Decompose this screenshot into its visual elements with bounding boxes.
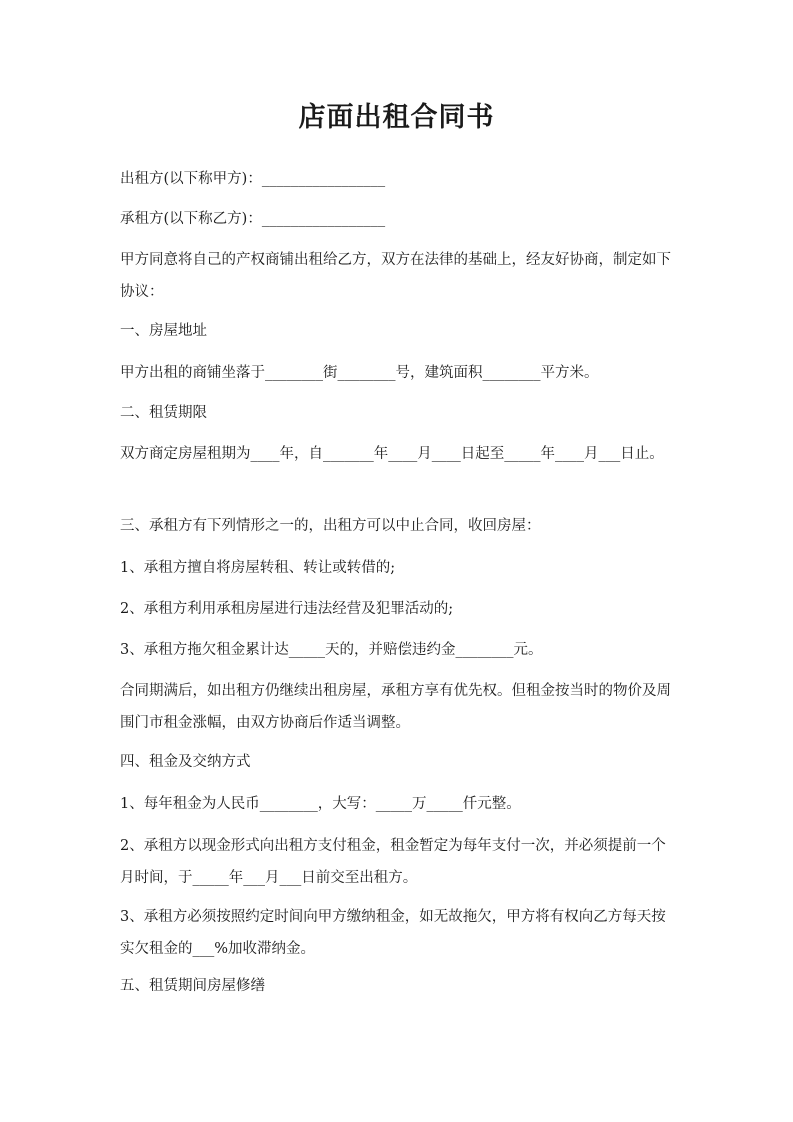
clause-3-1: 1、承租方擅自将房屋转租、转让或转借的; [120, 560, 396, 576]
lessee-line: 承租方(以下称乙方)：_________________ [120, 211, 386, 227]
renewal-paragraph: 合同期满后，如出租方仍继续出租房屋，承租方享有优先权。但租金按当时的物价及周围门市租金涨幅，由双方协商后作适当调整。 [120, 683, 671, 731]
clause-3-3: 3、承租方拖欠租金累计达_____天的，并赔偿违约金________元。 [120, 642, 543, 658]
section-heading-1: 一、房屋地址 [120, 323, 207, 339]
address-paragraph: 甲方出租的商铺坐落于________街________号，建筑面积________平方米。 [120, 365, 599, 381]
clause-3-2: 2、承租方利用承租房屋进行违法经营及犯罪活动的; [120, 601, 454, 617]
section-heading-4: 四、租金及交纳方式 [120, 754, 251, 770]
term-paragraph: 双方商定房屋租期为____年，自_______年____月____日起至_____年____月___日止。 [120, 446, 664, 462]
document-title: 店面出租合同书 [298, 102, 495, 133]
section-heading-5: 五、租赁期间房屋修缮 [120, 978, 265, 994]
section-heading-3: 三、承租方有下列情形之一的，出租方可以中止合同，收回房屋： [120, 518, 541, 534]
clause-4-3: 3、承租方必须按照约定时间向甲方缴纳租金，如无故拖欠，甲方将有权向乙方每天按实欠租金的___%加收滞纳金。 [120, 909, 666, 957]
intro-paragraph: 甲方同意将自己的产权商铺出租给乙方，双方在法律的基础上，经友好协商，制定如下协议： [120, 252, 671, 300]
section-heading-2: 二、租赁期限 [120, 405, 207, 421]
lessor-line: 出租方(以下称甲方)：_________________ [120, 171, 386, 187]
clause-4-2: 2、承租方以现金形式向出租方支付租金，租金暂定为每年支付一次，并必须提前一个月时间，于_____年___月___日前交至出租方。 [120, 838, 666, 886]
clause-4-1: 1、每年租金为人民币________，大写：_____万_____仟元整。 [120, 796, 521, 812]
